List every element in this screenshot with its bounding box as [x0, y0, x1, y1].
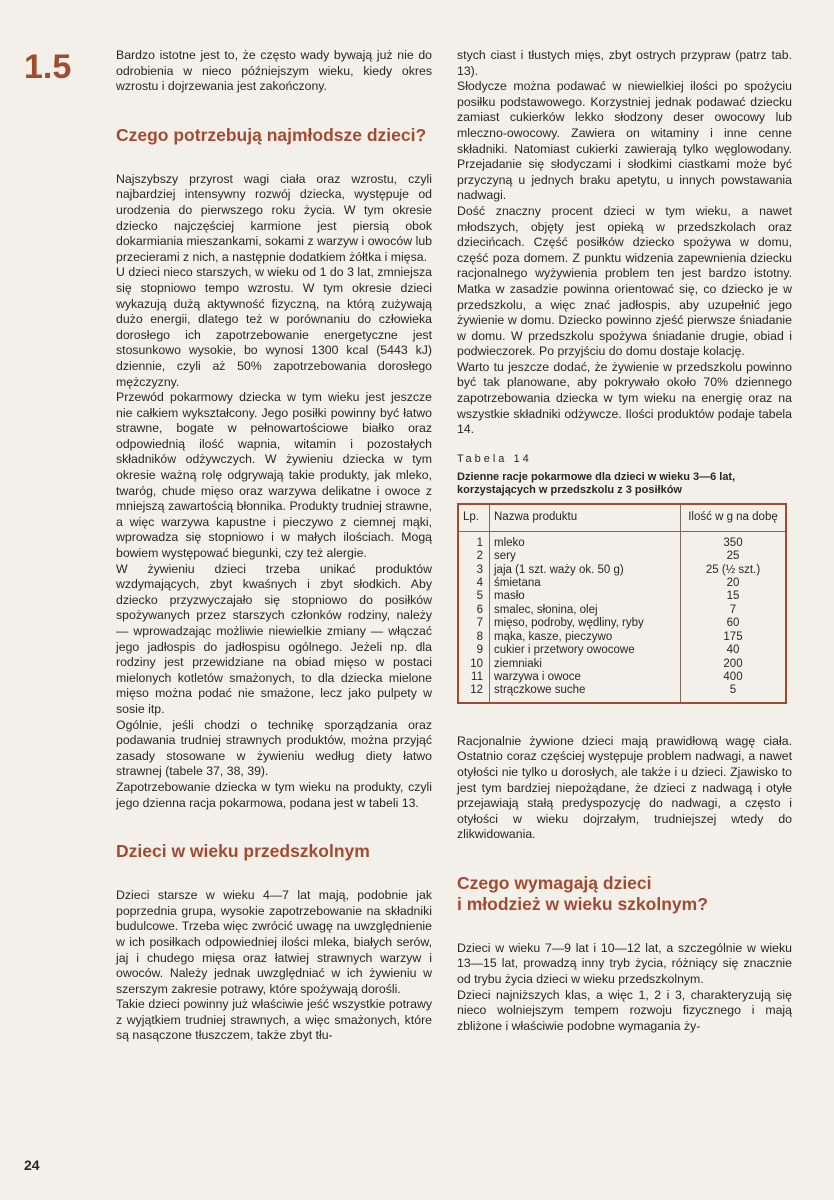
- product-amount: 5: [681, 684, 787, 702]
- row-number: 11: [458, 671, 490, 684]
- product-name: strączkowe suche: [494, 684, 586, 697]
- paragraph: Dość znaczny procent dzieci w tym wieku, a nawet młodszych, objęty jest opieką w przedszkolach oraz dziecińcach. Część posiłków dziecko spożywa w domu, część poza domem. Z punktu widzenia zapewnienia dziecku racjonalnego wyżywienia problem ten jest bardzo istotny. Matka w zasadzie powinna orientować się, co dziecko je w przedszkolu, a więc znać jadłospis, aby uzupełnić jego żywienie w domu. Dziecko powinno zjeść pierwsze śniadanie w domu. W przedszkolu spożywa śniadanie drugie, obiad i podwieczorek. Po przyjściu do domu dostaje kolację.: [457, 203, 792, 359]
- table-row: [458, 644, 786, 657]
- row-number: 9: [458, 644, 490, 657]
- table-row: [458, 684, 786, 702]
- paragraph: Racjonalnie żywione dzieci mają prawidłową wagę ciała. Ostatnio coraz częściej występuje problem nadwagi, a nawet otyłości nie tylko u dorosłych, ale także i u dzieci. Zjawisko to jest tym bardziej niepożądane, że dzieci z nadwagą i otyłe przejawiają stałą predyspozycję do nadwagi, a często i otyłości w wieku dojrzałym, trudniejszej wtedy do zlikwidowania.: [457, 733, 792, 842]
- row-number: 7: [458, 617, 490, 630]
- right-column: [457, 48, 792, 1034]
- product-amount: 25 (½ szt.): [681, 564, 787, 577]
- table-header-row: [458, 504, 786, 531]
- product-amount: 25: [681, 550, 787, 563]
- section-number: 1.5: [24, 48, 72, 86]
- header-product-name: Nazwa produktu: [490, 504, 681, 531]
- product-amount: 175: [681, 631, 787, 644]
- paragraph: W żywieniu dzieci trzeba unikać produktów wzdymających, zbyt kwaśnych i zbyt słodkich. Aby dziecko przyzwyczajało się stopniowo do posiłków spożywanych przez starszych członków rodziny, należy — wprowadzając możliwie niewielkie zmiany — włączać jego jadłospis do jadłospisu ogólnego. Jeżeli np. dla rodziny jest przewidziane na obiad mięso w postaci mielonych kotletów smażonych, to dla dziecka mielone mięso można podać nie smażone, lecz jako pulpety w sosie itp.: [116, 561, 432, 716]
- table-row: [458, 531, 786, 550]
- paragraph: Słodycze można podawać w niewielkiej ilości po spożyciu posiłku podstawowego. Korzystniej jednak podawać dziecku zamiast cukierków lekko słodzony deser owocowy lub mleczno-owocowy. Zawiera on witaminy i inne cenne składniki. Natomiast cukierki zawierają tylko węglowodany. Przejadanie się słodyczami i słodkimi ciastkami może być przyczyną u jednych braku apetytu, u innych powstawania nadwagi.: [457, 79, 792, 203]
- product-name: masło: [494, 590, 525, 603]
- row-number: 10: [458, 658, 490, 671]
- product-amount: 400: [681, 671, 787, 684]
- paragraph: U dzieci nieco starszych, w wieku od 1 do 3 lat, zmniejsza się stopniowo tempo wzrostu. W tym okresie dzieci wykazują dużą aktywność fizyczną, na którą zużywają dużo energii, dlatego też w porównaniu do człowieka dorosłego ich zapotrzebowanie energetyczne jest stosunkowo wysokie, bo wynosi 1300 kcal (5443 kJ) dziennie, czyli aż 50% zapotrzebowania dorosłego mężczyzny.: [116, 265, 432, 389]
- product-name: cukier i przetwory owocowe: [494, 644, 635, 657]
- product-name: mleko: [494, 536, 525, 549]
- table-row: [458, 658, 786, 671]
- row-number: 6: [458, 604, 490, 617]
- product-name: śmietana: [494, 577, 541, 590]
- paragraph: Dzieci najniższych klas, a więc 1, 2 i 3, charakteryzują się nieco wolniejszym tempem rozwoju fizycznego i mają zbliżone i właściwie podobne wymagania ży-: [457, 987, 792, 1033]
- product-amount: 7: [681, 604, 787, 617]
- row-number: 8: [458, 631, 490, 644]
- product-amount: 40: [681, 644, 787, 657]
- product-name: jaja (1 szt. waży ok. 50 g): [494, 563, 624, 576]
- table-row: [458, 577, 786, 590]
- row-number: 2: [458, 550, 490, 563]
- table-row: [458, 564, 786, 577]
- row-number: 5: [458, 590, 490, 603]
- product-name: mięso, podroby, wędliny, ryby: [494, 617, 644, 630]
- product-amount: 200: [681, 658, 787, 671]
- intro-paragraph: Bardzo istotne jest to, że często wady bywają już nie do odrobienia w nieco późniejszym wieku, kiedy okres wzrostu i dojrzewania jest zakończony.: [116, 48, 432, 94]
- heading-line: i młodzież w wieku szkolnym?: [457, 893, 708, 914]
- heading-youngest-children: Czego potrzebują najmłodsze dzieci?: [116, 124, 427, 145]
- product-amount: 15: [681, 590, 787, 603]
- heading-preschool-children: Dzieci w wieku przedszkolnym: [116, 841, 370, 862]
- paragraph: Dzieci starsze w wieku 4—7 lat mają, podobnie jak poprzednia grupa, wysokie zapotrzebowanie na składniki budulcowe. Trzeba więc zwrócić uwagę na uwzględnienie w ich posiłkach odpowiedniej ilości mleka, białych serów, jaj i chudego mięsa oraz łatwiej strawnych warzyw i owoców. Należy jednak uwzględniać w ich żywieniu w szerszym zakresie potrawy, które spożywają dorośli.: [116, 888, 432, 996]
- row-number: 12: [458, 684, 490, 702]
- paragraph: Ogólnie, jeśli chodzi o technikę sporządzania oraz podawania trudniej strawnych produktów, można przyjąć zasady stosowane w żywieniu według diety łatwo strawnej (tabele 37, 38, 39).: [116, 717, 432, 779]
- row-number: 1: [458, 531, 490, 550]
- paragraph: Zapotrzebowanie dziecka w tym wieku na produkty, czyli jego dzienna racja pokarmowa, podana jest w tabeli 13.: [116, 779, 432, 810]
- table-row: [458, 631, 786, 644]
- page-number: 24: [24, 1157, 40, 1173]
- paragraph: stych ciast i tłustych mięs, zbyt ostrych przypraw (patrz tab. 13).: [457, 48, 792, 78]
- left-column: [116, 48, 432, 1044]
- row-number: 4: [458, 577, 490, 590]
- heading-school-children: [457, 873, 792, 915]
- product-name: sery: [494, 550, 516, 563]
- table-row: [458, 604, 786, 617]
- table-row: [458, 671, 786, 684]
- row-number: 3: [458, 564, 490, 577]
- header-lp: Lp.: [458, 504, 490, 531]
- product-name: warzywa i owoce: [494, 670, 581, 683]
- table-row: [458, 550, 786, 563]
- paragraph: Dzieci w wieku 7—9 lat i 10—12 lat, a szczególnie w wieku 13—15 lat, prowadzą inny tryb życia, różniący się znacznie od trybu życia dzieci w wieku przedszkolnym.: [457, 940, 792, 987]
- table-caption: Tabela 14: [457, 452, 532, 465]
- paragraph: Przewód pokarmowy dziecka w tym wieku jest jeszcze nie całkiem wykształcony. Jego posiłki powinny być łatwo strawne, bogate w pełnowartościowe białko oraz odpowiednią ilość wapnia, witamin i pozostałych składników odżywczych. W żywieniu dziecka w tym okresie ważną rolę odgrywają takie produkty, jak mleko, twaróg, chude mięso oraz warzywa delikatne i owoce z mniejszą zawartością błonnika. Produkty trudniej strawne, a więc warzywa kapustne i pieczywo z ciemnej mąki, wprowadza się stopniowo i w małych ilościach. Mogą bowiem występować biegunki, czy też alergie.: [116, 390, 432, 561]
- paragraph: Warto tu jeszcze dodać, że żywienie w przedszkolu powinno być tak planowane, aby pokrywało około 70% dziennego zapotrzebowania dziecka w tym wieku na energię oraz na wszystkie składniki odżywcze. Ilości produktów podaje tabela 14.: [457, 359, 792, 437]
- header-amount: Ilość w g na dobę: [681, 504, 787, 531]
- product-name: ziemniaki: [494, 657, 542, 670]
- table-title: Dzienne racje pokarmowe dla dzieci w wieku 3—6 lat, korzystających w przedszkolu z 3 posiłków: [457, 471, 736, 497]
- product-amount: 350: [681, 531, 787, 550]
- table-row: [458, 590, 786, 603]
- product-amount: 60: [681, 617, 787, 630]
- paragraph: Takie dzieci powinny już właściwie jeść wszystkie potrawy z wyjątkiem trudniej strawnych, a więc smażonych, które są nasączone tłuszczem, także zbyt tłu-: [116, 997, 432, 1043]
- product-amount: 20: [681, 577, 787, 590]
- product-name: smalec, słonina, olej: [494, 603, 598, 616]
- product-name: mąka, kasze, pieczywo: [494, 630, 613, 643]
- table-row: [458, 617, 786, 630]
- products-table: [457, 503, 787, 703]
- heading-line: Czego wymagają dzieci: [457, 872, 652, 893]
- paragraph: Najszybszy przyrost wagi ciała oraz wzrostu, czyli najbardziej intensywny rozwój dziecka, występuje od urodzenia do pierwszego roku życia. W tym okresie dziecko najczęściej karmione jest piersią obok dokarmiania mieszankami, sokami z warzyw i owoców lub przecierami z nich, a następnie dodatkiem żółtka i mięsa.: [116, 171, 432, 264]
